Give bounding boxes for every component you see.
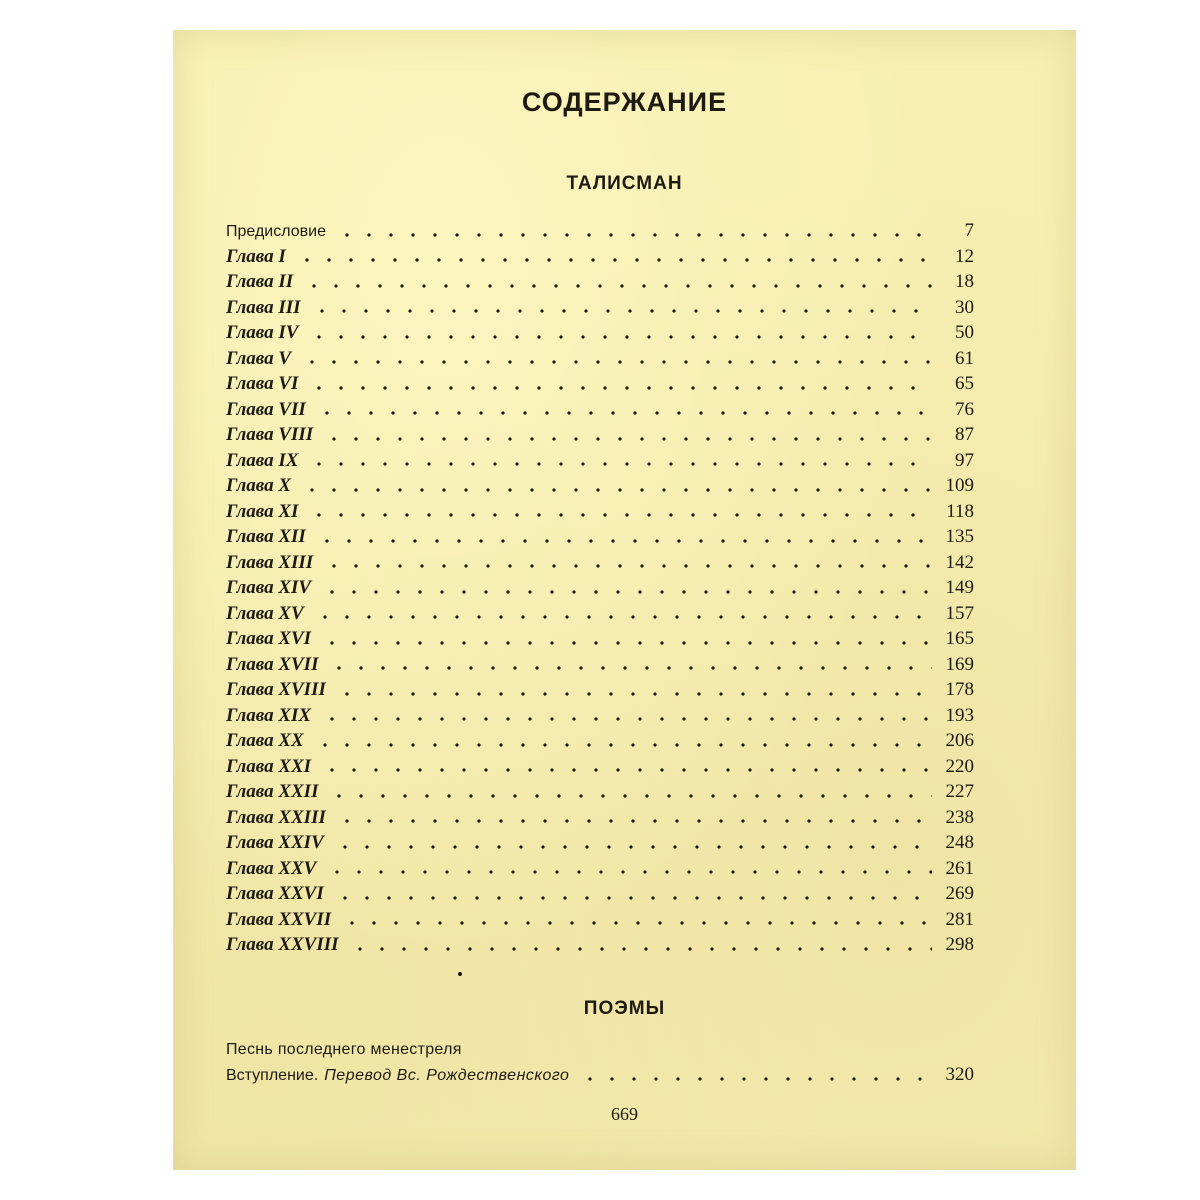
toc-entry-page: 118 bbox=[946, 500, 974, 522]
toc-entry-label: Глава XIII bbox=[226, 551, 314, 573]
toc-entry-label: Глава VII bbox=[226, 398, 306, 420]
toc-entry-page: 248 bbox=[945, 832, 974, 853]
dot-leader bbox=[310, 614, 932, 620]
toc-entry-label: Глава III bbox=[226, 296, 301, 318]
dot-leader bbox=[304, 461, 932, 467]
toc-entry-page: 12 bbox=[955, 245, 974, 267]
dot-leader bbox=[319, 563, 932, 569]
toc-entry bbox=[226, 703, 974, 729]
toc-entry bbox=[226, 830, 974, 856]
toc-entry-page: 87 bbox=[955, 424, 974, 445]
dot-leader bbox=[332, 232, 932, 238]
toc-entry-label: Глава IX bbox=[226, 449, 299, 471]
toc-entry-label: Глава XXIII bbox=[226, 806, 326, 828]
toc-entry-label: Предисловие bbox=[226, 223, 326, 240]
dot-leader bbox=[292, 257, 932, 263]
toc-entry-label: Глава XVII bbox=[226, 653, 319, 675]
dot-leader bbox=[312, 538, 932, 544]
dot-leader bbox=[297, 359, 932, 365]
section-heading-poems: ПОЭМЫ bbox=[583, 998, 666, 1019]
toc-entry bbox=[226, 448, 974, 474]
section-heading-talisman: ТАЛИСМАН bbox=[566, 173, 683, 194]
toc-entry-label: Глава XVIII bbox=[226, 679, 326, 700]
toc-entry-label: Глава XXVIII bbox=[226, 934, 339, 955]
toc-entry-page: 18 bbox=[955, 271, 974, 292]
dot-leader bbox=[322, 869, 932, 875]
dot-leader bbox=[317, 589, 932, 595]
table-of-contents bbox=[226, 218, 974, 958]
poem-title: Песнь последнего менестреля bbox=[226, 1041, 462, 1058]
dot-leader bbox=[317, 716, 932, 722]
stray-dot bbox=[458, 972, 462, 976]
dot-leader bbox=[324, 665, 932, 671]
poem-block bbox=[226, 1037, 974, 1087]
book-page bbox=[173, 30, 1076, 1170]
dot-leader bbox=[345, 946, 932, 952]
dot-leader bbox=[307, 308, 932, 314]
dot-leader bbox=[304, 334, 932, 340]
toc-entry-page: 30 bbox=[955, 296, 974, 318]
toc-entry-poem bbox=[226, 1062, 974, 1087]
dot-leader bbox=[299, 283, 932, 289]
toc-entry bbox=[226, 218, 974, 244]
dot-leader bbox=[575, 1076, 932, 1082]
toc-entry bbox=[226, 550, 974, 576]
toc-entry-label: Глава XXII bbox=[226, 781, 319, 802]
toc-entry-label: Глава XXVII bbox=[226, 908, 332, 930]
toc-entry-label: Глава VI bbox=[226, 373, 299, 394]
toc-entry bbox=[226, 779, 974, 805]
toc-entry-page: 169 bbox=[945, 653, 974, 675]
dot-leader bbox=[312, 410, 932, 416]
dot-leader bbox=[337, 920, 932, 926]
toc-entry-label: Глава XXV bbox=[226, 857, 317, 879]
poem-entry-prefix: Вступление. bbox=[226, 1067, 319, 1084]
toc-entry bbox=[226, 881, 974, 907]
toc-entry-page: 261 bbox=[945, 857, 974, 879]
toc-entry bbox=[226, 575, 974, 601]
toc-entry-label: Глава XIX bbox=[226, 704, 312, 726]
toc-entry-label: Глава XVI bbox=[226, 628, 312, 649]
dot-leader bbox=[304, 385, 932, 391]
toc-entry-label: Глава XXIV bbox=[226, 832, 324, 853]
toc-entry-page: 7 bbox=[964, 220, 974, 241]
toc-entry bbox=[226, 397, 974, 423]
toc-entry bbox=[226, 499, 974, 525]
toc-entry-page: 65 bbox=[955, 373, 974, 394]
toc-entry bbox=[226, 524, 974, 550]
toc-entry-page: 76 bbox=[955, 398, 974, 420]
toc-entry-page: 178 bbox=[945, 679, 974, 700]
toc-entry-label: Глава II bbox=[226, 271, 294, 292]
dot-leader bbox=[297, 487, 932, 493]
toc-entry bbox=[226, 677, 974, 703]
toc-entry-label: Глава X bbox=[226, 475, 291, 496]
toc-entry-page: 220 bbox=[945, 755, 974, 777]
toc-entry bbox=[226, 626, 974, 652]
toc-entry-page: 165 bbox=[945, 628, 974, 649]
toc-entry-page: 97 bbox=[955, 449, 974, 471]
toc-entry-label: Глава XV bbox=[226, 602, 304, 624]
toc-entry-page: 298 bbox=[945, 934, 974, 955]
dot-leader bbox=[317, 640, 932, 646]
toc-entry bbox=[226, 754, 974, 780]
toc-entry bbox=[226, 728, 974, 754]
dot-leader bbox=[317, 767, 932, 773]
dot-leader bbox=[324, 793, 932, 799]
toc-entry-label: Глава IV bbox=[226, 322, 299, 343]
toc-entry-page: 135 bbox=[945, 526, 974, 547]
toc-entry-page: 149 bbox=[945, 577, 974, 598]
dot-leader bbox=[330, 844, 932, 850]
toc-entry-label: Глава XXVI bbox=[226, 883, 324, 904]
toc-entry-page: 238 bbox=[945, 806, 974, 828]
toc-entry bbox=[226, 244, 974, 270]
toc-entry bbox=[226, 805, 974, 831]
toc-entry-label: Глава XX bbox=[226, 730, 304, 751]
toc-entry bbox=[226, 371, 974, 397]
toc-entry bbox=[226, 601, 974, 627]
toc-entry bbox=[226, 346, 974, 372]
toc-entry bbox=[226, 907, 974, 933]
dot-leader bbox=[310, 742, 932, 748]
toc-entry bbox=[226, 932, 974, 958]
toc-entry-page: 193 bbox=[945, 704, 974, 726]
poem-entry-page: 320 bbox=[945, 1064, 974, 1085]
toc-entry-label: Глава XIV bbox=[226, 577, 312, 598]
toc-entry-page: 281 bbox=[945, 908, 974, 930]
dot-leader bbox=[319, 436, 932, 442]
toc-entry-label: Глава V bbox=[226, 347, 291, 369]
toc-entry-page: 157 bbox=[945, 602, 974, 624]
toc-entry bbox=[226, 269, 974, 295]
toc-entry-page: 206 bbox=[945, 730, 974, 751]
toc-entry-label: Глава VIII bbox=[226, 424, 314, 445]
toc-entry bbox=[226, 652, 974, 678]
dot-leader bbox=[332, 818, 932, 824]
page-title: СОДЕРЖАНИЕ bbox=[521, 87, 728, 117]
dot-leader bbox=[304, 512, 932, 518]
page-number: 669 bbox=[611, 1104, 638, 1124]
toc-entry-page: 109 bbox=[945, 475, 974, 496]
toc-entry bbox=[226, 422, 974, 448]
toc-entry-page: 142 bbox=[945, 551, 974, 573]
toc-entry-label: Глава XII bbox=[226, 526, 306, 547]
toc-entry bbox=[226, 295, 974, 321]
toc-entry bbox=[226, 320, 974, 346]
toc-entry-page: 269 bbox=[945, 883, 974, 904]
toc-entry bbox=[226, 856, 974, 882]
toc-entry-label: Глава I bbox=[226, 245, 286, 267]
toc-entry-page: 61 bbox=[955, 347, 974, 369]
toc-entry-page: 50 bbox=[955, 322, 974, 343]
toc-entry-label: Глава XXI bbox=[226, 755, 312, 777]
toc-entry bbox=[226, 473, 974, 499]
dot-leader bbox=[332, 691, 932, 697]
toc-entry-page: 227 bbox=[945, 781, 974, 802]
dot-leader bbox=[330, 895, 932, 901]
poem-entry-translator: Перевод Вс. Рождественского bbox=[324, 1067, 570, 1084]
toc-entry-label: Глава XI bbox=[226, 500, 299, 522]
